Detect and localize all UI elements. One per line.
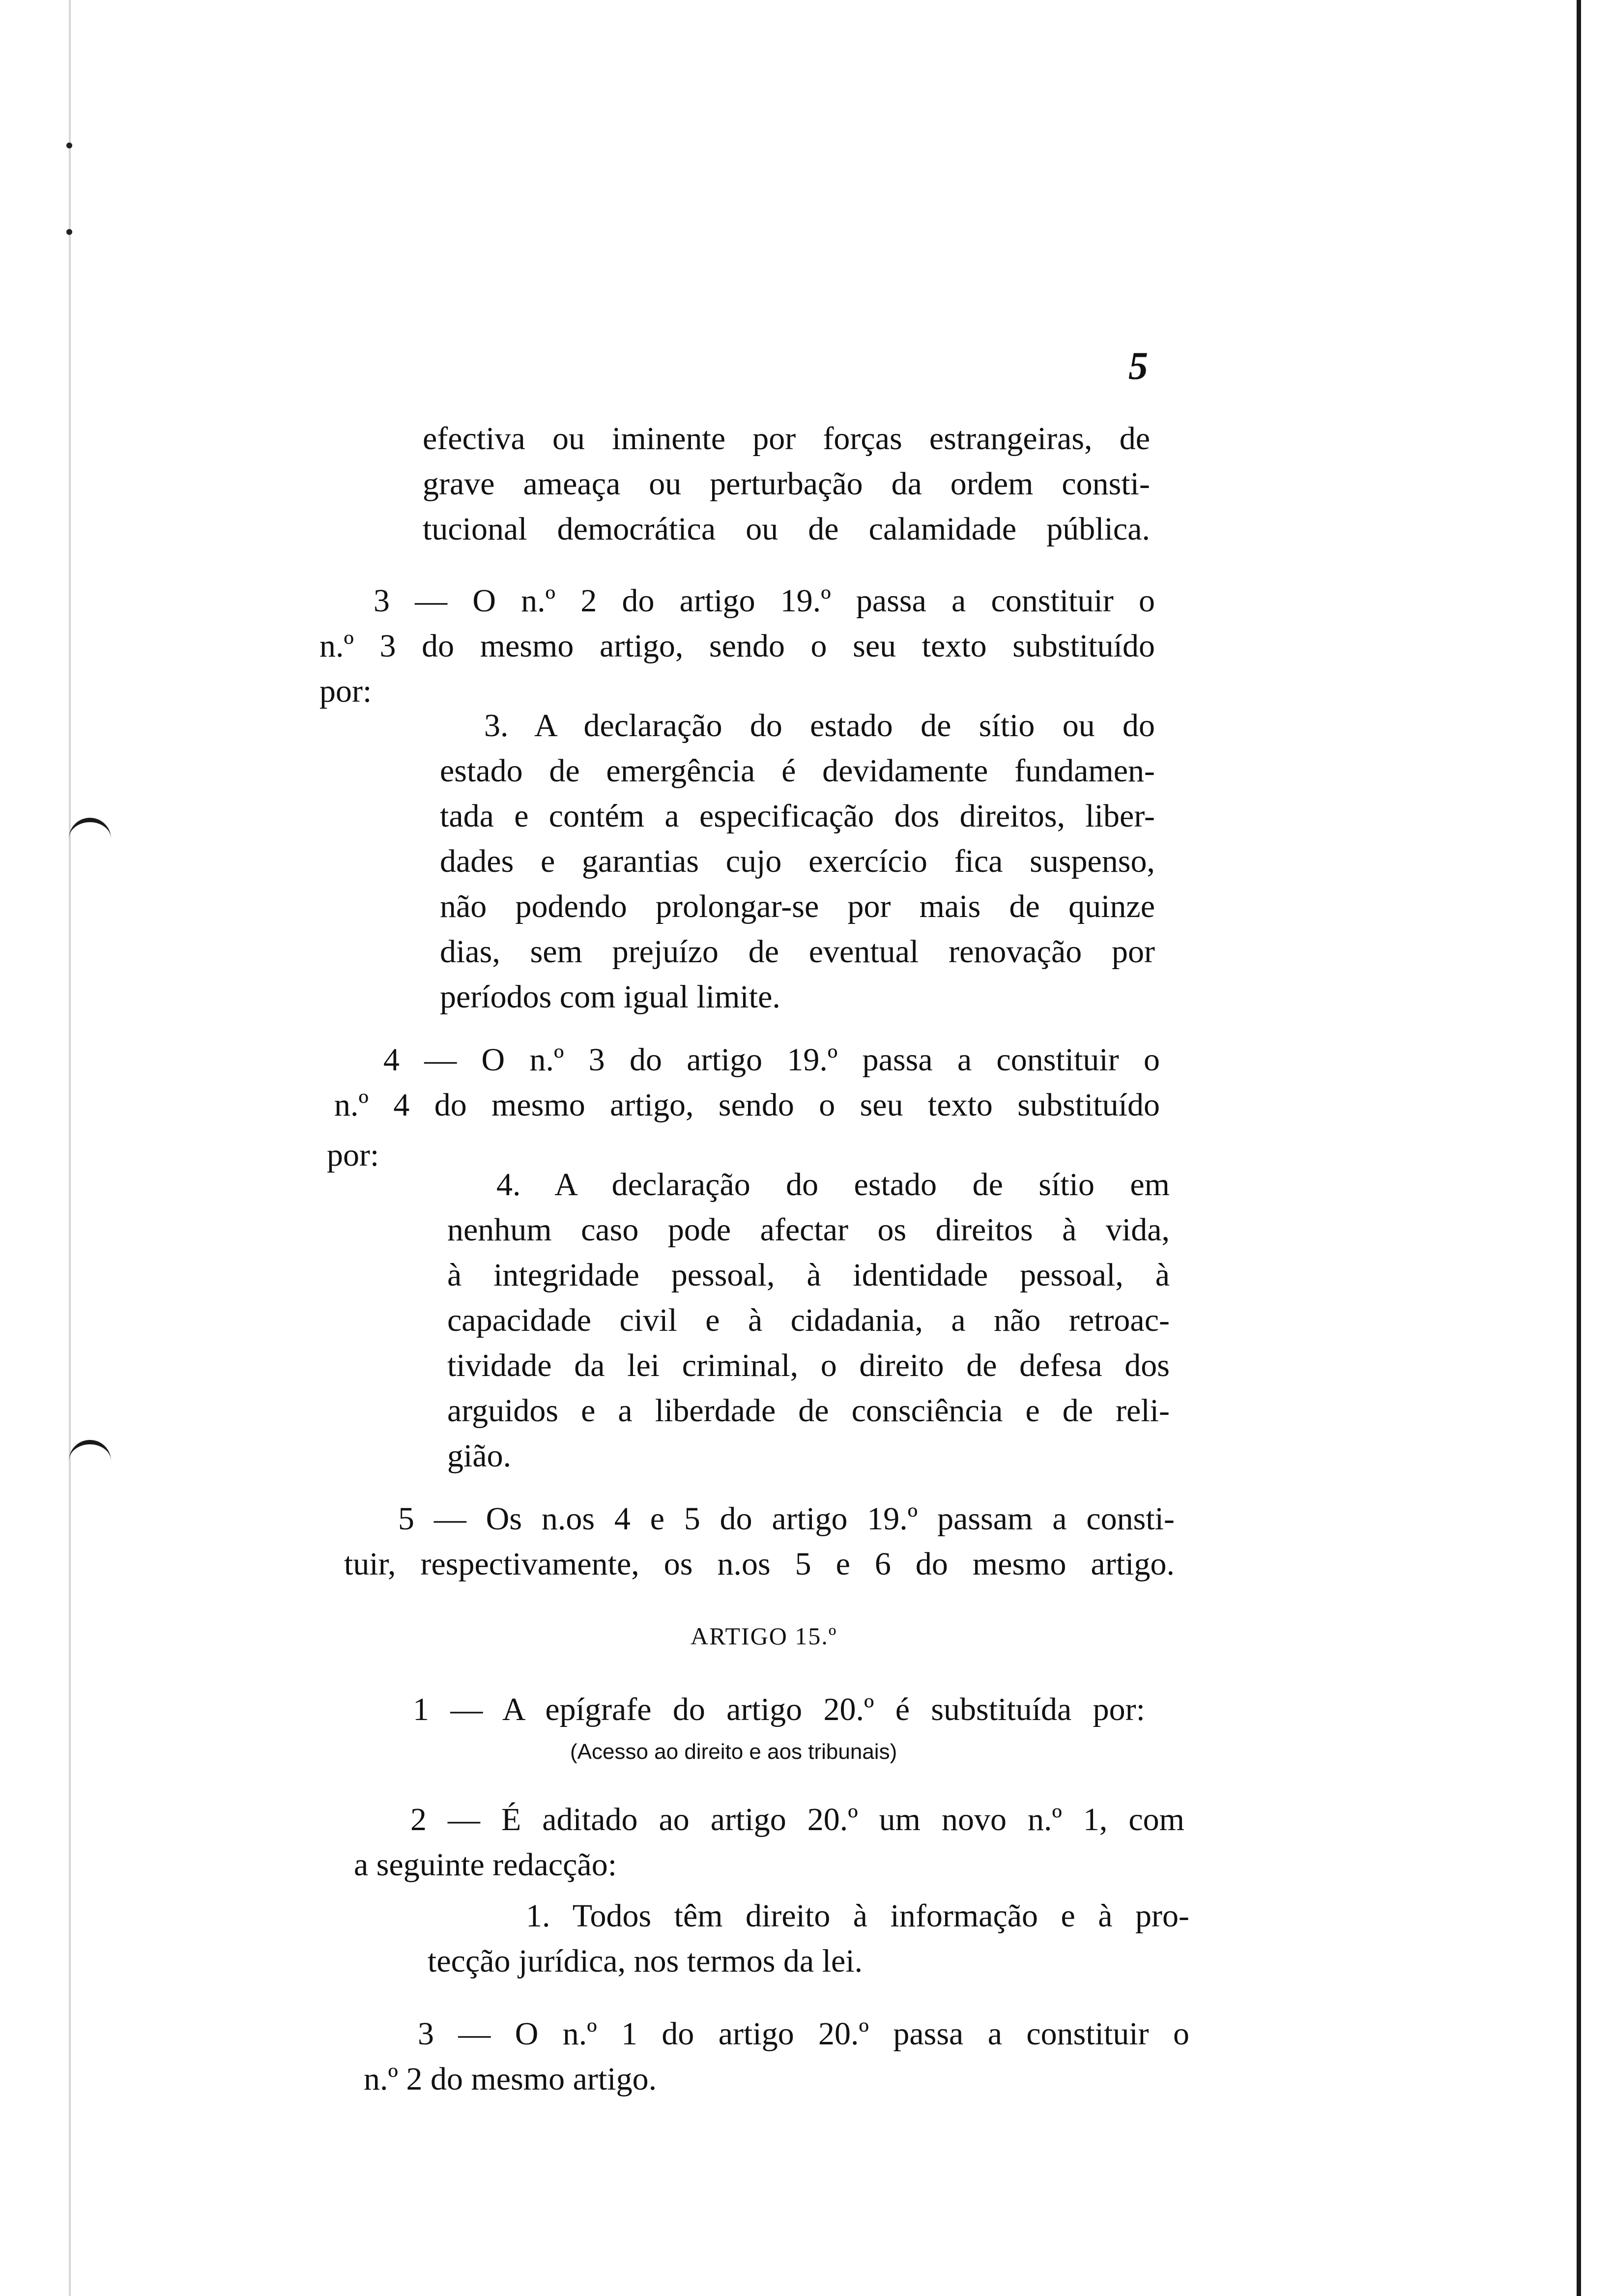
text-line: a seguinte redacção: <box>354 1847 617 1883</box>
text-line: gião. <box>447 1438 512 1474</box>
text-line: tecção jurídica, nos termos da lei. <box>428 1943 863 1979</box>
text-line: 3. A declaração do estado de sítio ou do <box>484 708 1155 744</box>
text-line: grave ameaça ou perturbação da ordem consti- <box>423 466 1150 502</box>
text-line: 1. Todos têm direito à informação e à pro- <box>526 1898 1189 1934</box>
text-line: estado de emergência é devidamente fundamen- <box>440 753 1155 789</box>
text-line: tuir, respectivamente, os n.os 5 e 6 do mesmo artigo. <box>344 1546 1175 1582</box>
text-line: dades e garantias cujo exercício fica suspenso, <box>440 843 1155 879</box>
page-number: 5 <box>1128 344 1148 388</box>
text-line: 5 — Os n.os 4 e 5 do artigo 19.º passam a consti- <box>398 1501 1175 1537</box>
text-line: 4. A declaração do estado de sítio em <box>496 1167 1170 1203</box>
text-line: n.º 4 do mesmo artigo, sendo o seu texto substituído <box>334 1087 1160 1123</box>
text-line: tada e contém a especificação dos direitos, liber- <box>440 798 1155 834</box>
text-line: 2 — É aditado ao artigo 20.º um novo n.º 1, com <box>410 1802 1184 1837</box>
scan-right-edge <box>1577 0 1581 2296</box>
text-line: não podendo prolongar-se por mais de quinze <box>440 889 1155 924</box>
text-line: períodos com igual limite. <box>440 979 780 1015</box>
punch-hole-mark <box>69 818 111 839</box>
text-line: tividade da lei criminal, o direito de defesa dos <box>447 1348 1170 1383</box>
text-line: efectiva ou iminente por forças estrangeiras, de <box>423 421 1150 457</box>
text-line: por: <box>327 1137 379 1173</box>
article-subtitle: (Acesso ao direito e aos tribunais) <box>570 1740 897 1764</box>
text-line: tucional democrática ou de calamidade pública. <box>423 511 1150 547</box>
text-line: arguidos e a liberdade de consciência e de reli- <box>447 1393 1170 1429</box>
text-line: nenhum caso pode afectar os direitos à vida, <box>447 1212 1170 1248</box>
text-line: n.º 2 do mesmo artigo. <box>364 2061 657 2097</box>
text-line: 3 — O n.º 1 do artigo 20.º passa a constituir o <box>418 2016 1189 2052</box>
text-line: 3 — O n.º 2 do artigo 19.º passa a constituir o <box>374 583 1155 619</box>
article-heading: ARTIGO 15.º <box>691 1622 837 1650</box>
scan-speck <box>66 229 72 235</box>
text-line: 4 — O n.º 3 do artigo 19.º passa a constituir o <box>383 1042 1160 1078</box>
text-line: n.º 3 do mesmo artigo, sendo o seu texto substituído <box>319 628 1155 664</box>
text-line: à integridade pessoal, à identidade pessoal, à <box>447 1257 1170 1293</box>
text-line: dias, sem prejuízo de eventual renovação por <box>440 934 1155 970</box>
text-line: capacidade civil e à cidadania, a não retroac- <box>447 1302 1170 1338</box>
punch-hole-mark <box>69 1440 111 1461</box>
scan-left-edge <box>69 0 71 2296</box>
text-line: 1 — A epígrafe do artigo 20.º é substituída por: <box>413 1692 1145 1727</box>
text-line: por: <box>319 673 372 709</box>
scan-speck <box>66 143 72 148</box>
